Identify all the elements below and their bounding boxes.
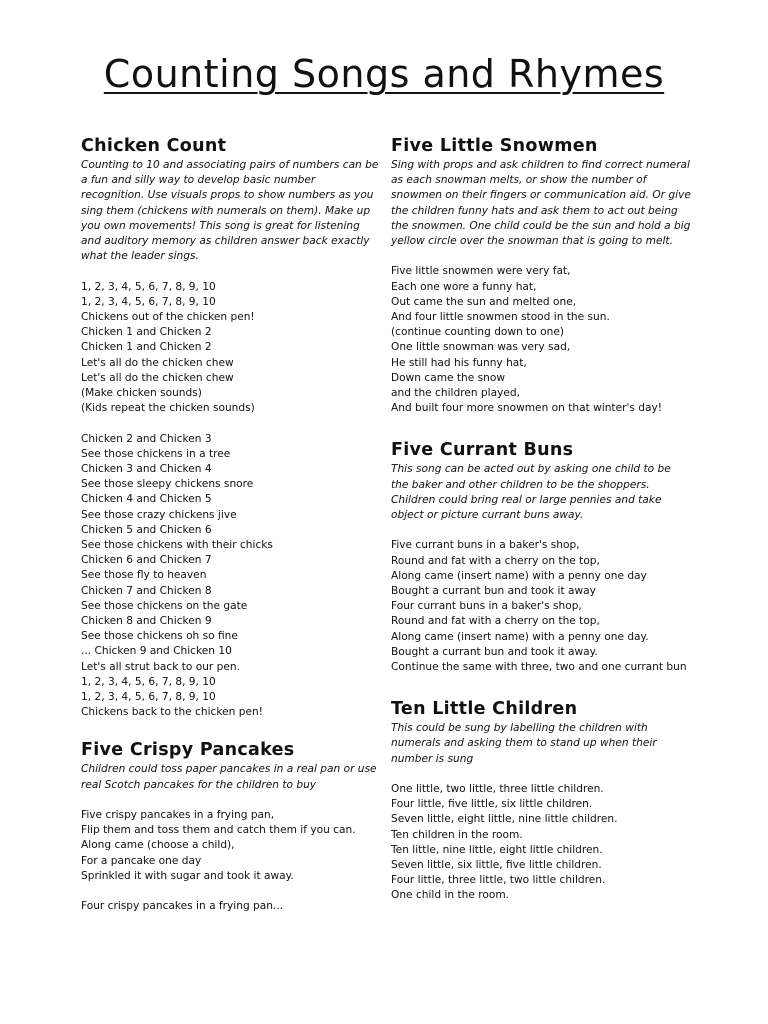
song-description: Sing with props and ask children to find correct numeral as each snowman melts, or show the number of snowmen on their fingers or communication aid. Or give the children funny hats and ask them to act out being the snowmen. One child could be the sun and hold a big yellow circle over the snowman that is going to melt. [391, 159, 691, 248]
lyric-line: Chicken 5 and Chicken 6 [81, 523, 212, 536]
song-heading: Ten Little Children [391, 699, 578, 720]
lyric-line: Chicken 3 and Chicken 4 [81, 463, 212, 476]
lyric-line: Five crispy pancakes in a frying pan, [81, 809, 275, 822]
lyric-line: Chicken 7 and Chicken 8 [81, 584, 212, 597]
song-description: This song can be acted out by asking one child to be the baker and other children to be the shoppers. Children could bring real or large pennies and take object or picture currant buns away. [391, 463, 671, 522]
lyric-line: See those chickens with their chicks [81, 539, 273, 552]
lyric-line: Along came (insert name) with a penny one day. [391, 630, 649, 643]
song-five-crispy-pancakes [81, 738, 381, 914]
lyric-line: Five little snowmen were very fat, [391, 265, 571, 278]
song-description: Children could toss paper pancakes in a real pan or use real Scotch pancakes for the children to buy [81, 763, 377, 791]
lyric-line: And built four more snowmen on that winter's day! [391, 402, 662, 415]
lyric-line: Chicken 6 and Chicken 7 [81, 554, 212, 567]
lyric-line: Chicken 2 and Chicken 3 [81, 432, 212, 445]
lyric-line: (Make chicken sounds) [81, 387, 202, 400]
lyric-line: Ten children in the room. [391, 828, 523, 841]
lyric-line: Let's all do the chicken chew [81, 371, 234, 384]
lyric-line: 1, 2, 3, 4, 5, 6, 7, 8, 9, 10 [81, 675, 216, 688]
lyric-line: One child in the room. [391, 889, 510, 902]
song-heading: Five Crispy Pancakes [81, 740, 295, 761]
lyric-line: See those sleepy chickens snore [81, 478, 254, 491]
lyric-line: Chicken 1 and Chicken 2 [81, 326, 212, 339]
lyric-line: 1, 2, 3, 4, 5, 6, 7, 8, 9, 10 [81, 691, 216, 704]
lyric-line: Chicken 8 and Chicken 9 [81, 615, 212, 628]
lyric-line: and the children played, [391, 387, 520, 400]
lyric-line: Bought a currant bun and took it away. [391, 645, 598, 658]
lyric-line: One little, two little, three little children. [391, 783, 604, 796]
lyric-line: Along came (insert name) with a penny one day [391, 569, 647, 582]
lyric-line: See those crazy chickens jive [81, 508, 237, 521]
lyric-line: Let's all do the chicken chew [81, 356, 234, 369]
song-lyrics [391, 782, 691, 904]
lyric-line: Seven little, eight little, nine little children. [391, 813, 618, 826]
lyric-line: He still had his funny hat, [391, 356, 527, 369]
lyric-line: Seven little, six little, five little children. [391, 859, 602, 872]
song-lyrics [81, 808, 381, 914]
lyric-line: Out came the sun and melted one, [391, 295, 577, 308]
lyric-line: And four little snowmen stood in the sun. [391, 311, 610, 324]
song-lyrics [391, 538, 691, 675]
lyric-line: One little snowman was very sad, [391, 341, 571, 354]
lyric-line: Round and fat with a cherry on the top, [391, 615, 600, 628]
lyric-line: Flip them and toss them and catch them if you can. [81, 824, 356, 837]
song-description: Counting to 10 and associating pairs of numbers can be a fun and silly way to develop basic number recognition. Use visuals props to show numbers as you sing them (chickens with numerals on them). Make up you own movements! This song is great for listening and auditory memory as children answer back exactly what the leader sings. [81, 159, 379, 263]
lyric-line: Continue the same with three, two and one currant bun [391, 661, 687, 674]
lyric-line: See those chickens on the gate [81, 599, 248, 612]
lyric-line: Chicken 4 and Chicken 5 [81, 493, 212, 506]
lyric-line: (Kids repeat the chicken sounds) [81, 402, 255, 415]
lyric-line: Let's all strut back to our pen. [81, 660, 240, 673]
song-five-currant-buns [391, 438, 691, 675]
lyric-line: Five currant buns in a baker's shop, [391, 539, 580, 552]
lyric-line: Four currant buns in a baker's shop, [391, 600, 582, 613]
song-five-little-snowmen [391, 134, 691, 416]
song-chicken-count [81, 134, 381, 720]
lyric-line: See those chickens oh so fine [81, 630, 238, 643]
lyric-line: (continue counting down to one) [391, 326, 565, 339]
song-lyrics [391, 264, 691, 416]
lyric-line: 1, 2, 3, 4, 5, 6, 7, 8, 9, 10 [81, 295, 216, 308]
lyric-line: ... Chicken 9 and Chicken 10 [81, 645, 232, 658]
lyric-line: Four little, three little, two little children. [391, 874, 606, 887]
page-title-text: Counting Songs and Rhymes [103, 52, 665, 96]
lyric-line: For a pancake one day [81, 854, 202, 867]
song-heading: Chicken Count [81, 136, 227, 156]
song-ten-little-children [391, 697, 691, 903]
lyric-line: Four crispy pancakes in a frying pan... [81, 900, 284, 913]
lyric-line: See those fly to heaven [81, 569, 207, 582]
lyric-line: Ten little, nine little, eight little children. [391, 843, 603, 856]
lyric-line: Chickens back to the chicken pen! [81, 706, 263, 719]
song-heading: Five Little Snowmen [391, 136, 598, 156]
lyric-line: Sprinkled it with sugar and took it away. [81, 869, 294, 882]
lyric-line: Round and fat with a cherry on the top, [391, 554, 600, 567]
page-title [0, 52, 768, 96]
lyric-line: Along came (choose a child), [81, 839, 235, 852]
lyric-line: See those chickens in a tree [81, 447, 231, 460]
song-lyrics [81, 280, 381, 721]
song-description: This could be sung by labelling the children with numerals and asking them to stand up when their number is sung [391, 722, 657, 765]
left-column [81, 134, 381, 914]
right-column [391, 134, 691, 904]
lyric-line: Chickens out of the chicken pen! [81, 311, 255, 324]
lyric-line: Each one wore a funny hat, [391, 280, 537, 293]
lyric-line: Four little, five little, six little children. [391, 798, 593, 811]
lyric-line: Chicken 1 and Chicken 2 [81, 341, 212, 354]
lyric-line: Down came the snow [391, 371, 506, 384]
lyric-line: 1, 2, 3, 4, 5, 6, 7, 8, 9, 10 [81, 280, 216, 293]
lyric-line: Bought a currant bun and took it away [391, 585, 596, 598]
song-heading: Five Currant Buns [391, 440, 574, 461]
